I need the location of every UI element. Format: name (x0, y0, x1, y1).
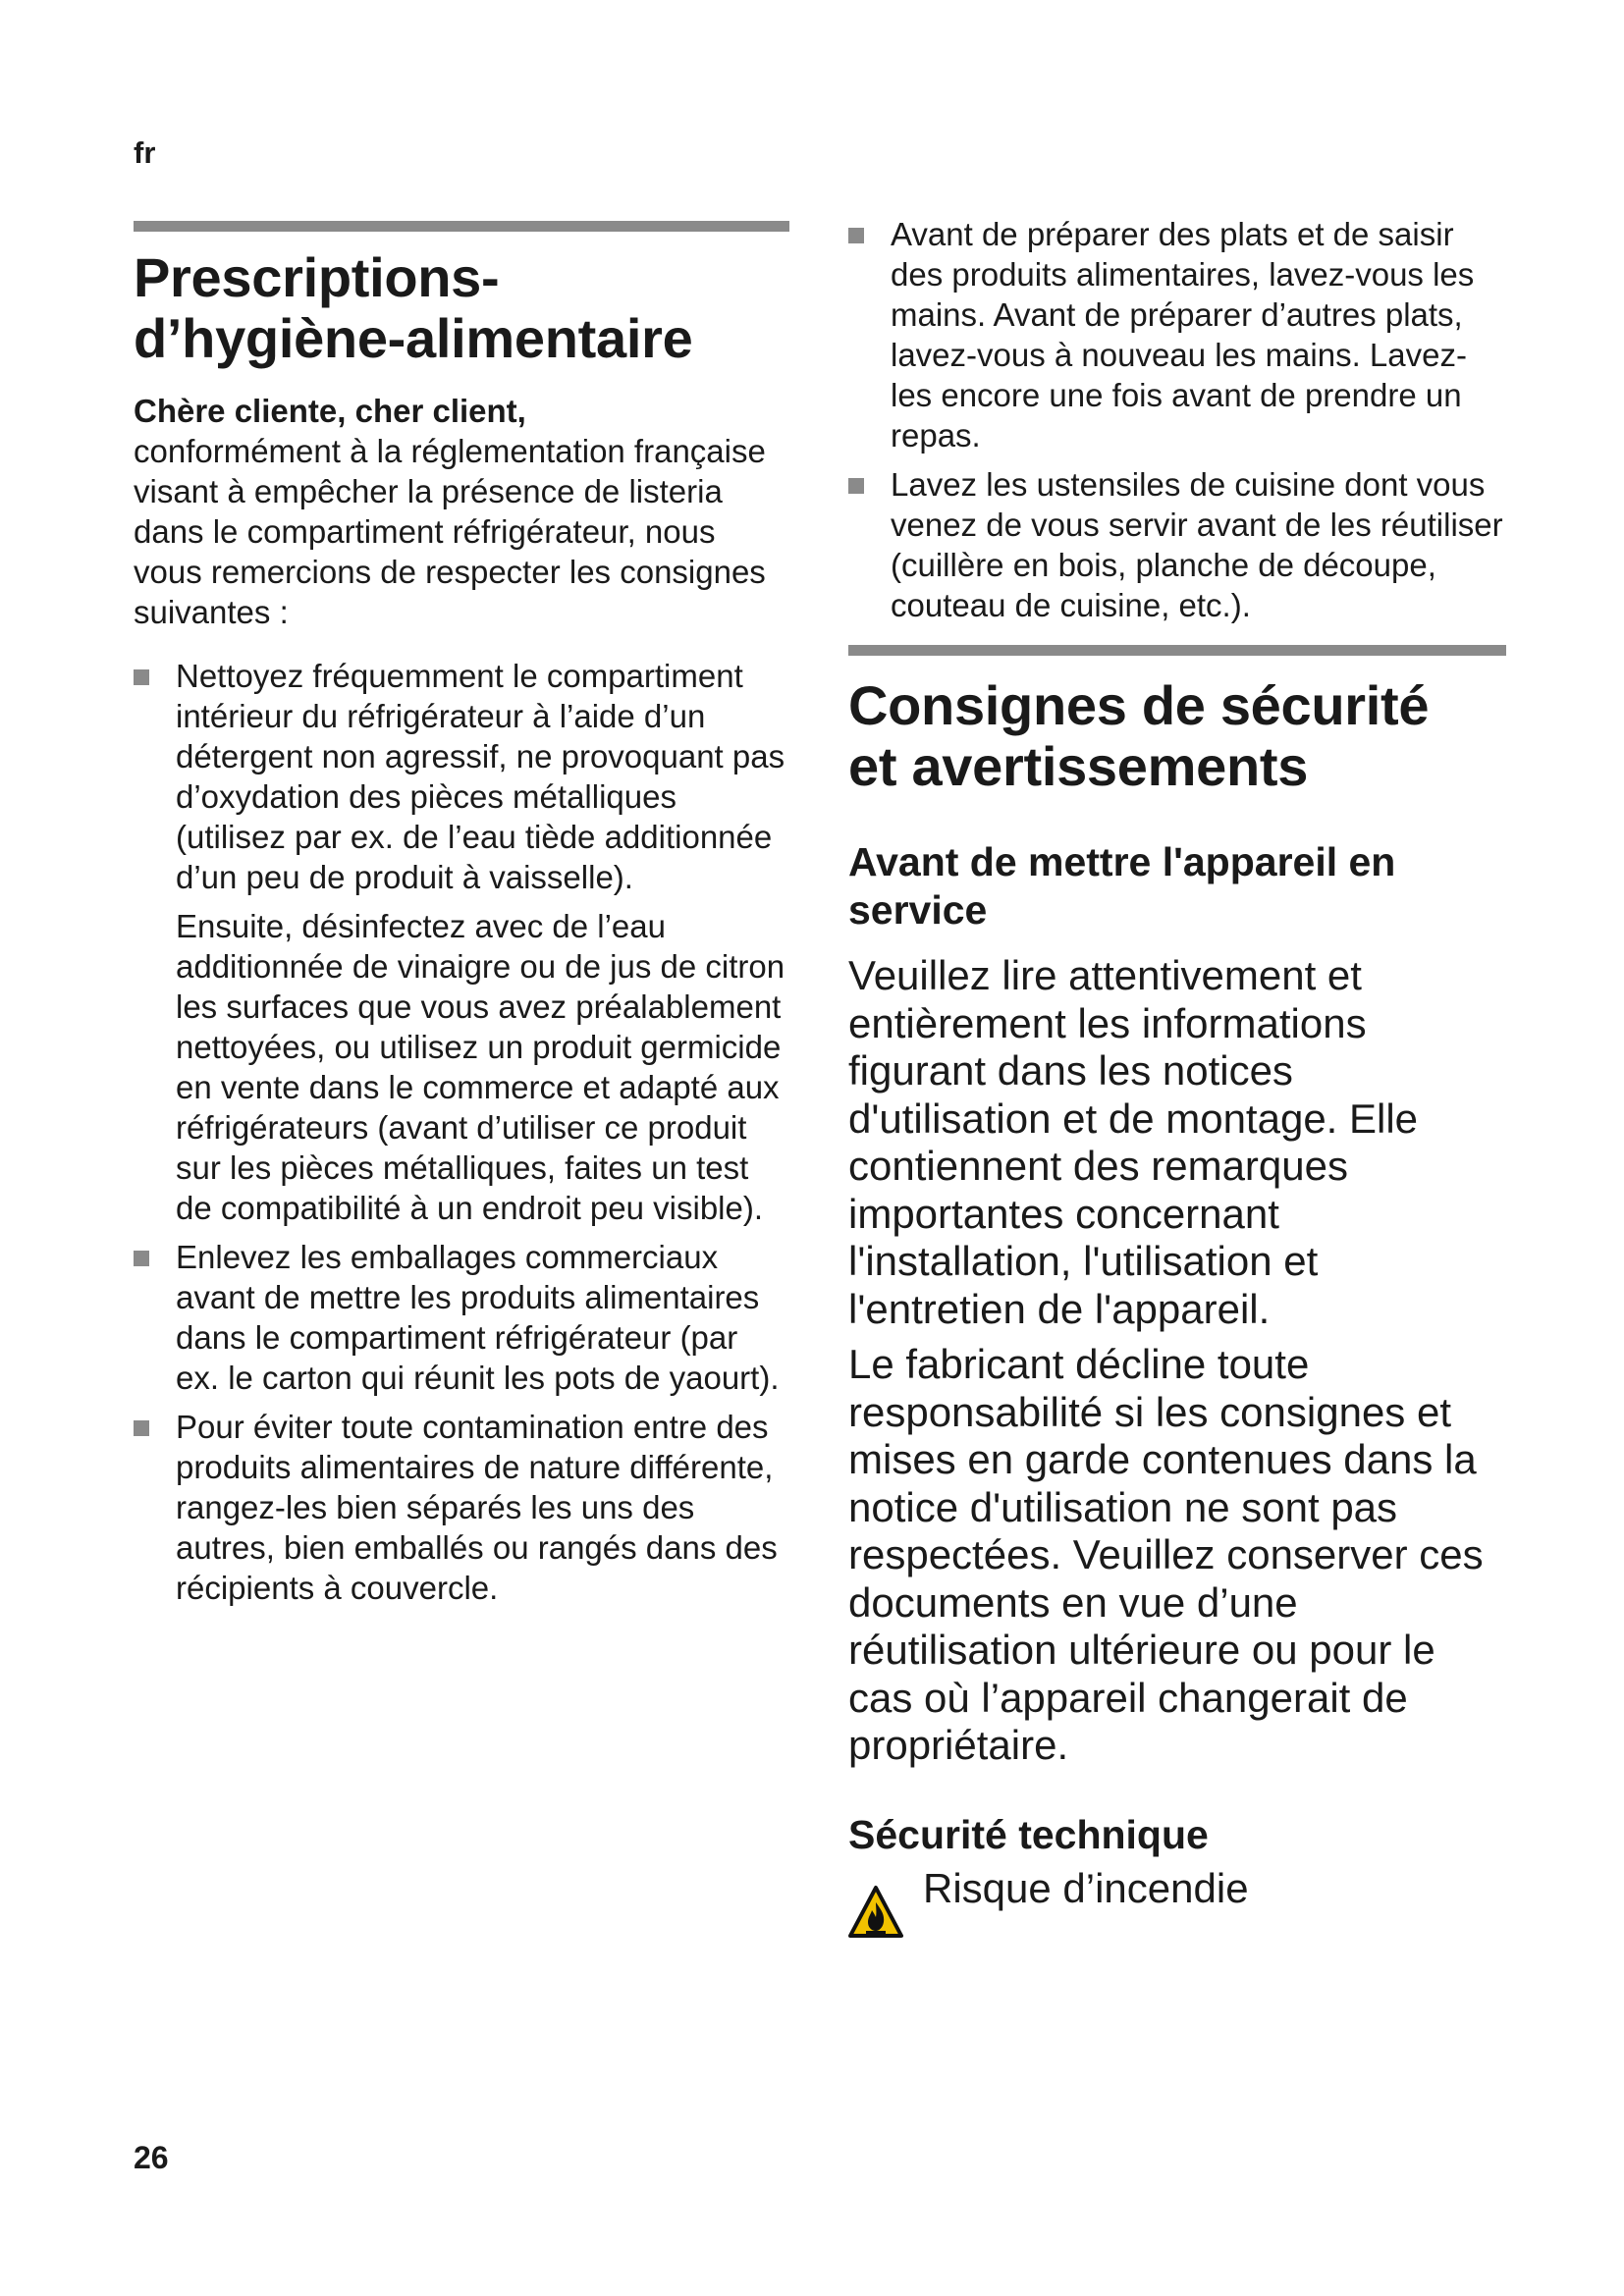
right-column (848, 214, 1506, 634)
list-item (848, 214, 1506, 455)
hygiene-list-continued (848, 214, 1506, 625)
title-line: d’hygiène-alimentaire (134, 307, 693, 369)
section-divider (134, 221, 789, 232)
greeting: Chère cliente, cher client, (134, 393, 526, 429)
list-item-text: Nettoyez fréquemment le compartiment intérieur du réfrigérateur à l’aide d’un détergent non agressif, ne provoquant pas d’oxydation des pièces métalliques (utilisez par ex. de l’eau tiède additionnée d’un peu de produit à vaisselle). (176, 658, 785, 895)
list-item-text: Pour éviter toute contamination entre des produits alimentaires de nature différente, rangez-les bien séparés les uns des autres, bien emballés ou rangés dans des récipients à couvercle. (176, 1409, 778, 1606)
fire-warning-icon (848, 1885, 903, 1940)
list-item (134, 1237, 789, 1398)
paragraph: Le fabricant décline toute responsabilité si les consignes et mises en garde contenues dans la notice d'utilisation ne sont pas respectées. Veuillez conserver ces documents en vue d’une réutilisation ultérieure ou pour le cas où l’appareil changerait de propriétaire. (848, 1341, 1484, 1768)
title-line: Consignes de sécurité (848, 674, 1430, 736)
list-item-text: Enlevez les emballages commerciaux avant de mettre les produits alimentaires dans le compartiment réfrigérateur (par ex. le carton qui réunit les pots de yaourt). (176, 1239, 780, 1396)
hygiene-list (134, 656, 789, 1608)
language-code: fr (134, 135, 156, 170)
paragraph: Veuillez lire attentivement et entièrement les informations figurant dans les notices d'utilisation et de montage. Elle contiennent des remarques importantes concernant l'installation, l'utilisation et l'entretien de l'appareil. (848, 952, 1419, 1332)
list-item (134, 656, 789, 1228)
list-item (848, 464, 1506, 625)
list-item-text: Ensuite, désinfectez avec de l’eau additionnée de vinaigre ou de jus de citron les surfaces que vous avez préalablement nettoyées, ou utilisez un produit germicide en vente dans le commerce et adapté aux réfrigérateurs (avant d’utiliser ce produit sur les pièces métalliques, faites un test de compatibilité à un endroit peu visible). (176, 908, 785, 1226)
title-line: Prescriptions- (134, 246, 500, 308)
section-title-safety (848, 675, 1506, 797)
title-line: et avertissements (848, 735, 1309, 797)
warning-block (848, 1865, 1506, 1940)
intro-paragraph (134, 391, 789, 632)
list-item (134, 1407, 789, 1608)
left-column (134, 247, 789, 1617)
list-item-text: Avant de préparer des plats et de saisir des produits alimentaires, lavez-vous les mains. Avant de préparer d’autres plats, lavez-vous à nouveau les mains. Lavez-les encore une fois avant de prendre un repas. (891, 216, 1475, 454)
section-divider (848, 645, 1506, 656)
section-title-hygiene (134, 247, 789, 369)
warning-text: Risque d’incendie (923, 1864, 1249, 1911)
subtitle-before-use: Avant de mettre l'appareil en service (848, 839, 1396, 933)
subtitle-technical-safety: Sécurité technique (848, 1811, 1209, 1857)
intro-text: conformément à la réglementation française visant à empêcher la présence de listeria dans le compartiment réfrigérateur, nous vous remercions de respecter les consignes suivantes : (134, 433, 766, 630)
safety-section (848, 675, 1506, 1940)
list-item-text: Lavez les ustensiles de cuisine dont vous venez de vous servir avant de les réutiliser (cuillère en bois, planche de découpe, couteau de cuisine, etc.). (891, 466, 1503, 623)
page-number: 26 (134, 2140, 169, 2175)
